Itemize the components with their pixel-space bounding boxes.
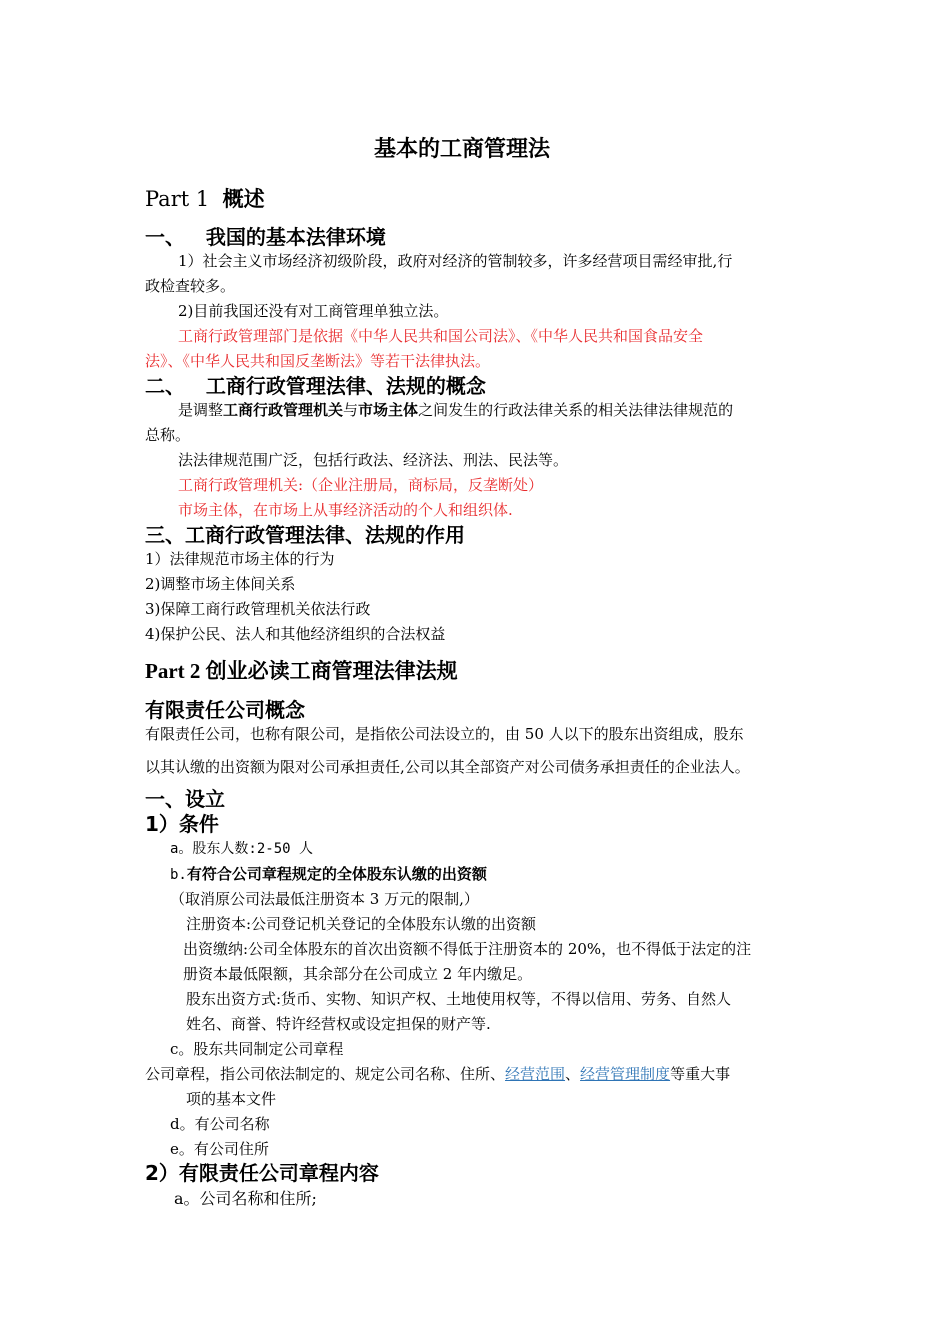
paragraph: 总称。	[145, 426, 191, 444]
part1-prefix: Part 1	[145, 187, 210, 211]
text-run: 公司章程，指公司依法制定的、规定公司名称、住所、	[145, 1065, 506, 1083]
list-item: c。股东共同制定公司章程	[170, 1040, 344, 1058]
paragraph: 1）社会主义市场经济初级阶段，政府对经济的管制较多，许多经营项目需经审批,行	[178, 252, 733, 270]
section1-title: 我国的基本法律环境	[205, 225, 386, 249]
section1-number: 一、	[145, 225, 185, 249]
paragraph: 以其认缴的出资额为限对公司承担责任,公司以其全部资产对公司债务承担责任的企业法人。	[145, 758, 750, 776]
paragraph: 法法律规范围广泛，包括行政法、经济法、刑法、民法等。	[178, 451, 569, 469]
highlight-paragraph: 法》、《中华人民共和国反垄断法》等若干法律执法。	[145, 352, 491, 370]
list-item: 4)保护公民、法人和其他经济组织的合法权益	[145, 625, 446, 643]
list-item	[170, 864, 487, 885]
list-item: 3)保障工商行政管理机关依法行政	[145, 600, 371, 618]
list-item: a。公司名称和住所;	[174, 1189, 317, 1208]
section3-heading: 三、工商行政管理法律、法规的作用	[145, 523, 465, 547]
definition: 册资本最低限额，其余部分在公司成立 2 年内缴足。	[183, 965, 533, 983]
list-item: 2)调整市场主体间关系	[145, 575, 296, 593]
text-run: 是调整	[178, 401, 224, 419]
paragraph: 2)目前我国还没有对工商管理单独立法。	[178, 302, 449, 320]
charter-content-heading: 2）有限责任公司章程内容	[145, 1161, 379, 1185]
text-run: 之间发生的行政法律关系的相关法律法律规范的	[418, 401, 734, 419]
list-item: 1）法律规范市场主体的行为	[145, 550, 335, 568]
part2-heading	[145, 658, 458, 684]
section2-heading	[145, 373, 486, 399]
part1-heading	[145, 186, 265, 212]
business-scope-link[interactable]: 经营范围	[505, 1065, 566, 1083]
list-item: e。有公司住所	[170, 1140, 269, 1158]
setup-heading: 一、设立	[145, 787, 225, 811]
text-run: 、	[565, 1065, 581, 1083]
list-item: a。股东人数:2-50 人	[170, 841, 314, 857]
list-item: d。有公司名称	[170, 1115, 270, 1133]
highlight-paragraph: 工商行政管理机关:（企业注册局，商标局，反垄断处）	[178, 476, 544, 494]
paragraph	[178, 400, 733, 420]
highlight-paragraph: 市场主体，在市场上从事经济活动的个人和组织体.	[178, 501, 513, 519]
section2-title: 工商行政管理法律、法规的概念	[205, 374, 486, 398]
paragraph: 项的基本文件	[186, 1090, 277, 1108]
paragraph: 有限责任公司，也称有限公司，是指依公司法设立的，由 50 人以下的股东出资组成，股东	[145, 725, 744, 743]
bold-term: 工商行政管理机关	[223, 401, 344, 419]
definition: 姓名、商誉、特许经营权或设定担保的财产等.	[186, 1015, 491, 1033]
text-run: 与	[343, 401, 359, 419]
bold-term: 有符合公司章程规定的全体股东认缴的出资额	[186, 865, 487, 883]
definition: 股东出资方式:货币、实物、知识产权、土地使用权等，不得以信用、劳务、自然人	[186, 990, 732, 1008]
management-system-link[interactable]: 经营管理制度	[580, 1065, 671, 1083]
note: （取消原公司法最低注册资本 3 万元的限制,）	[170, 890, 479, 908]
section1-heading	[145, 224, 386, 250]
text-run: 等重大事	[670, 1065, 731, 1083]
part1-label: 概述	[222, 187, 265, 211]
page-title: 基本的工商管理法	[374, 137, 551, 162]
highlight-paragraph: 工商行政管理部门是依据《中华人民共和国公司法》、《中华人民共和国食品安全	[178, 327, 704, 345]
part2-label: 创业必读工商管理法律法规	[205, 659, 458, 683]
paragraph	[145, 1064, 730, 1084]
llc-heading: 有限责任公司概念	[145, 698, 305, 722]
paragraph: 政检查较多。	[145, 277, 236, 295]
item-marker: b.	[170, 867, 187, 883]
part2-prefix: Part 2	[145, 659, 201, 683]
definition: 注册资本:公司登记机关登记的全体股东认缴的出资额	[186, 915, 537, 933]
section2-number: 二、	[145, 374, 185, 398]
definition: 出资缴纳:公司全体股东的首次出资额不得低于注册资本的 20%，也不得低于法定的注	[183, 940, 752, 958]
bold-term: 市场主体	[358, 401, 419, 419]
conditions-heading: 1）条件	[145, 812, 219, 836]
